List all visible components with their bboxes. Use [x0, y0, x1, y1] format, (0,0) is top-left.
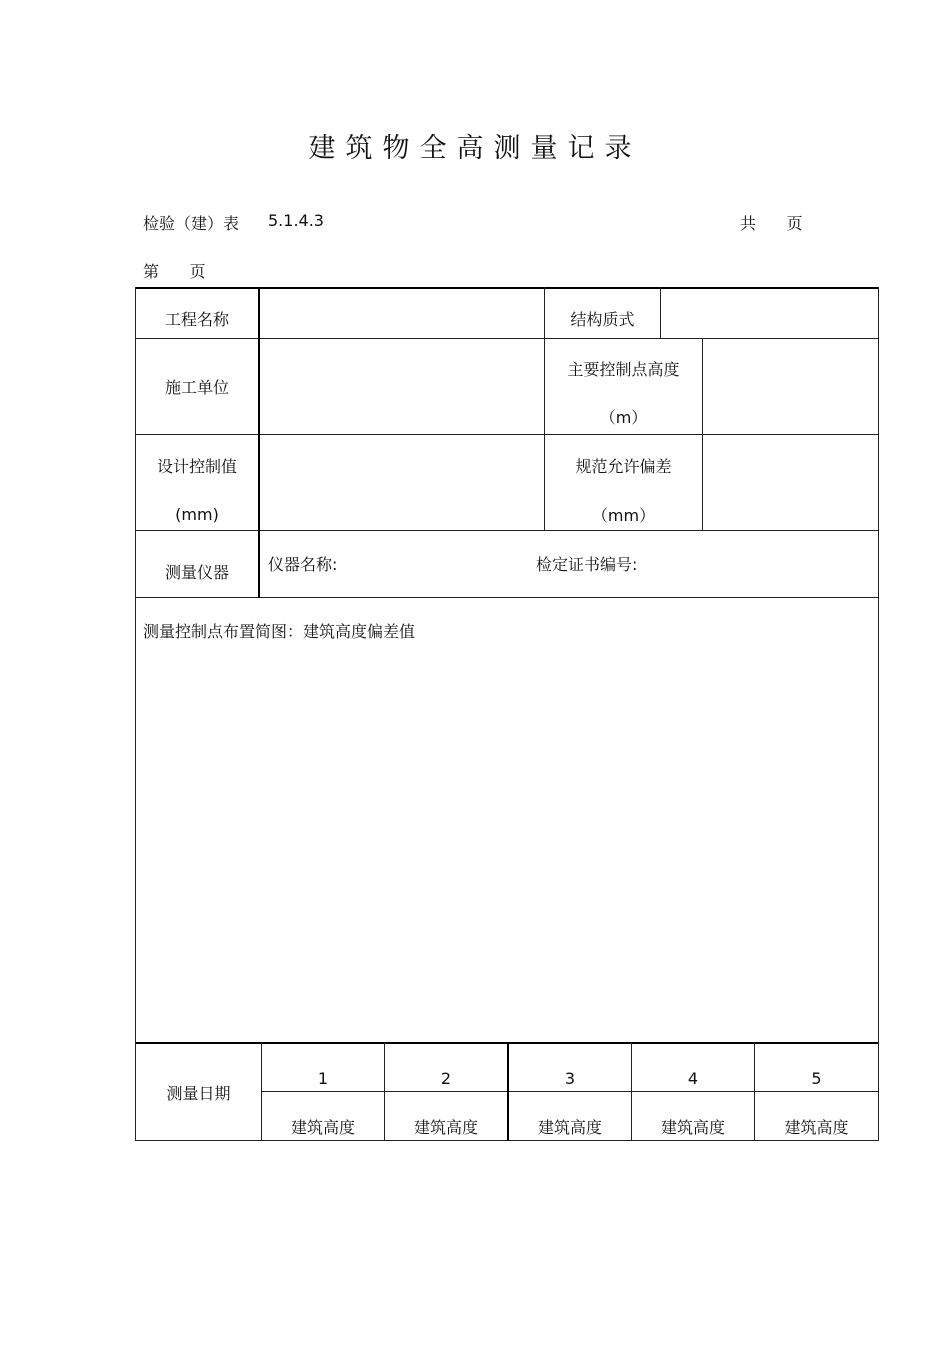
project-name-label: 工程名称	[164, 309, 229, 329]
tolerance-label: 规范允许偏差	[575, 456, 672, 476]
instrument-label: 测量仪器	[164, 562, 229, 582]
total-pages: 共 页	[740, 214, 803, 233]
column-number: 4	[687, 1068, 699, 1088]
form-label: 检验（建）表	[143, 214, 240, 233]
column-number: 3	[564, 1068, 576, 1088]
form-number: 5.1.4.3	[268, 211, 324, 230]
structure-type-label: 结构质式	[570, 309, 635, 329]
design-control-field[interactable]	[260, 435, 544, 530]
diagram-label: 测量控制点布置简图：建筑高度偏差值	[143, 621, 416, 641]
tolerance-unit: （mm）	[591, 505, 656, 525]
column-number: 5	[811, 1068, 822, 1088]
column-number: 2	[440, 1068, 452, 1088]
tolerance-field[interactable]	[703, 435, 878, 530]
page-number: 第 页	[143, 262, 206, 281]
structure-type-field[interactable]	[661, 289, 878, 338]
certificate-label: 检定证书编号:	[536, 554, 638, 574]
construction-unit-label: 施工单位	[164, 378, 229, 397]
column-label: 建筑高度	[290, 1117, 355, 1137]
design-control-unit: (mm)	[175, 504, 219, 524]
column-label: 建筑高度	[537, 1117, 602, 1137]
construction-unit-field[interactable]	[260, 339, 544, 434]
project-name-field[interactable]	[260, 289, 544, 338]
control-point-height-unit: （m）	[599, 407, 648, 427]
column-label: 建筑高度	[784, 1117, 849, 1137]
column-label: 建筑高度	[413, 1117, 478, 1137]
design-control-label: 设计控制值	[156, 456, 237, 476]
instrument-name-label: 仪器名称:	[268, 554, 338, 574]
measurement-date-label: 测量日期	[166, 1083, 231, 1103]
column-number: 1	[317, 1068, 329, 1088]
control-point-height-label: 主要控制点高度	[567, 359, 680, 379]
column-label: 建筑高度	[660, 1117, 725, 1137]
page-title: 建筑物全高测量记录	[308, 133, 642, 164]
control-point-height-field[interactable]	[703, 339, 878, 434]
diagram-area[interactable]	[136, 650, 878, 1040]
